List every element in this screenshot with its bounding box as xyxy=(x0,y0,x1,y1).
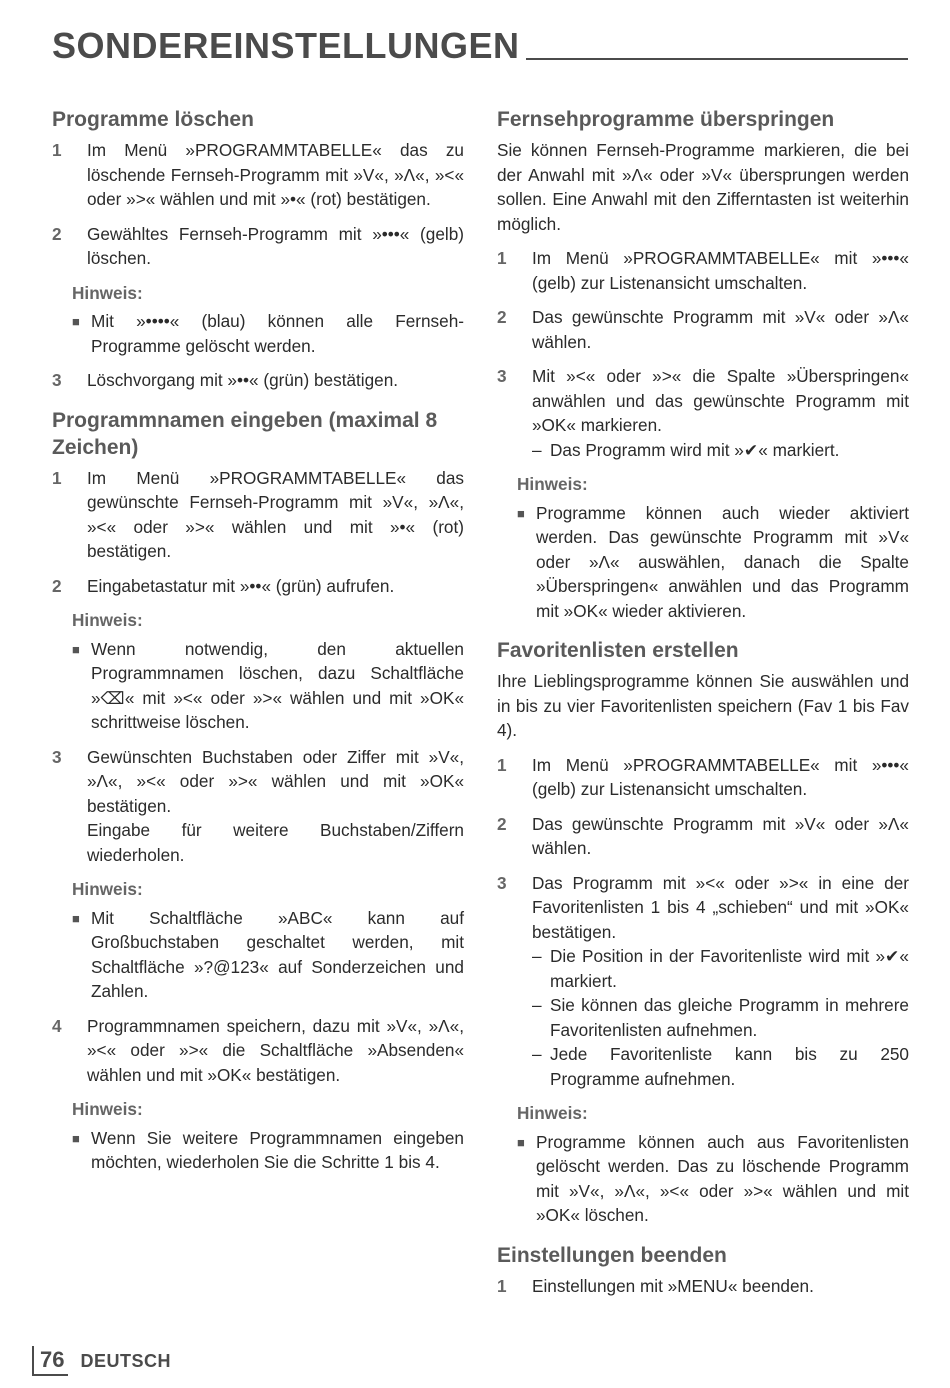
step-number: 4 xyxy=(52,1015,62,1036)
note-text: Programme können auch wieder aktiviert werden. Das gewünschte Programm mit »V« oder »Λ« auswählen, danach die Spalte »Überspringen« anwählen und das Programm mit »OK« wieder aktivieren. xyxy=(536,502,909,621)
step xyxy=(497,753,909,802)
step-text: Gewünschten Buchstaben oder Ziffer mit »V«, »Λ«, »<« oder »>« wählen und mit »OK« bestätigen. xyxy=(87,746,464,816)
dash-item xyxy=(532,993,909,1042)
step-text: Mit »<« oder »>« die Spalte »Überspringen« anwählen und das gewünschte Programm mit »OK« markieren. xyxy=(532,366,909,435)
section-favoritenlisten-erstellen xyxy=(497,637,909,1228)
step-text: Im Menü »PROGRAMMTABELLE« das gewünschte Fernseh-Programm mit »V«, »Λ«, »<« oder »>« wählen und mit »•« (rot) bestätigen. xyxy=(87,467,464,561)
step-number: 3 xyxy=(497,872,507,893)
dash-text: Sie können das gleiche Programm in mehrere Favoritenlisten aufnehmen. xyxy=(550,995,909,1040)
note-text: Wenn Sie weitere Programmnamen eingeben möchten, wiederholen Sie die Schritte 1 bis 4. xyxy=(91,1127,464,1172)
note-heading: Hinweis: xyxy=(72,1099,143,1119)
page-header xyxy=(52,22,908,66)
left-column xyxy=(52,106,464,1189)
section-intro: Ihre Lieblingsprogramme können Sie auswählen und in bis zu vier Favoritenlisten speichern (Fav 1 bis Fav 4). xyxy=(497,671,909,740)
section-title: Programmnamen eingeben (maximal 8 Zeichen) xyxy=(52,408,438,459)
note xyxy=(72,309,464,358)
note xyxy=(72,906,464,1004)
note xyxy=(72,1126,464,1175)
step-text-group xyxy=(532,871,909,1092)
step xyxy=(52,745,464,868)
step xyxy=(497,812,909,861)
step-text: Programmnamen speichern, dazu mit »V«, »Λ«, »<« oder »>« die Schaltfläche »Absenden« wählen und mit »OK« bestätigen. xyxy=(87,1015,464,1085)
section-programme-loeschen xyxy=(52,106,464,393)
step xyxy=(497,871,909,1092)
step-text: Das gewünschte Programm mit »V« oder »Λ« wählen. xyxy=(532,307,909,352)
square-bullet-icon: ■ xyxy=(517,505,525,521)
note-heading: Hinweis: xyxy=(72,610,143,630)
dash-item xyxy=(532,944,909,993)
section-fernsehprogramme-ueberspringen xyxy=(497,106,909,623)
section-title: Programme löschen xyxy=(52,108,254,131)
section-programmnamen-eingeben xyxy=(52,407,464,1175)
note xyxy=(517,1130,909,1228)
step-text-continued: Eingabe für weitere Buchstaben/Ziffern wiederholen. xyxy=(87,820,464,865)
section-title: Einstellungen beenden xyxy=(497,1243,727,1267)
note-text: Mit »••••« (blau) können alle Fernseh-Programme gelöscht werden. xyxy=(91,311,464,356)
section-intro: Sie können Fernseh-Programme markieren, die bei der Anwahl mit »Λ« oder »V« übersprungen werden sollen. Eine Anwahl mit den Zifferntasten ist weiterhin möglich. xyxy=(497,140,909,234)
step-number: 3 xyxy=(52,746,62,767)
note xyxy=(72,637,464,735)
page-number: 76 xyxy=(32,1346,68,1376)
dash-item xyxy=(532,1042,909,1091)
square-bullet-icon: ■ xyxy=(72,910,80,926)
step-number: 1 xyxy=(52,467,62,488)
dash-item xyxy=(532,438,909,463)
step-text: Löschvorgang mit »••« (grün) bestätigen. xyxy=(87,370,399,390)
note-heading: Hinweis: xyxy=(72,879,143,899)
step-text: Das Programm mit »<« oder »>« in eine der Favoritenlisten 1 bis 4 „schieben“ und mit »OK« bestätigen. xyxy=(532,872,909,942)
step-text: Im Menü »PROGRAMMTABELLE« mit »•••« (gelb) zur Listenansicht umschalten. xyxy=(532,754,909,799)
note-text: Wenn notwendig, den aktuellen Programmnamen löschen, dazu Schaltfläche »⌫« mit »<« oder »>« wählen und mit »OK« schrittweise löschen. xyxy=(91,638,464,732)
step xyxy=(52,1014,464,1088)
step xyxy=(52,574,464,599)
step xyxy=(52,368,464,393)
step-text: Im Menü »PROGRAMMTABELLE« mit »•••« (gelb) zur Listenansicht umschalten. xyxy=(532,248,909,293)
square-bullet-icon: ■ xyxy=(72,641,80,657)
footer-language: DEUTSCH xyxy=(80,1350,171,1371)
header-rule xyxy=(526,58,908,60)
dash-text: Jede Favoritenliste kann bis zu 250 Programme aufnehmen. xyxy=(550,1044,909,1089)
step xyxy=(52,138,464,212)
note-text: Programme können auch aus Favoritenlisten gelöscht werden. Das zu löschende Programm mit »V«, »Λ«, »<« oder »>« wählen und mit »OK« löschen. xyxy=(536,1131,909,1225)
step-text: Im Menü »PROGRAMMTABELLE« das zu löschende Fernseh-Programm mit »V«, »Λ«, »<« oder »>« wählen und mit »•« (rot) bestätigen. xyxy=(87,140,464,209)
step xyxy=(52,466,464,564)
step-text: Gewähltes Fernseh-Programm mit »•••« (gelb) löschen. xyxy=(87,223,464,268)
dash-bullet-icon: – xyxy=(532,1044,542,1064)
step-number: 1 xyxy=(497,1275,507,1296)
step-number: 3 xyxy=(497,366,507,386)
note-text: Mit Schaltfläche »ABC« kann auf Großbuchstaben geschaltet werden, mit Schaltfläche »?@123« auf Sonderzeichen und Zahlen. xyxy=(91,907,464,1001)
dash-bullet-icon: – xyxy=(532,439,542,460)
step-text: Eingabetastatur mit »••« (grün) aufrufen. xyxy=(87,575,395,596)
square-bullet-icon: ■ xyxy=(72,314,80,329)
section-title: Fernsehprogramme überspringen xyxy=(497,108,835,131)
step-number: 1 xyxy=(52,140,62,160)
step-number: 2 xyxy=(52,575,62,596)
note xyxy=(517,501,909,624)
dash-text: Die Position in der Favoritenliste wird mit »✔« markiert. xyxy=(550,946,909,991)
step-number: 2 xyxy=(497,813,507,834)
step-number: 1 xyxy=(497,754,507,775)
note-heading: Hinweis: xyxy=(517,474,588,494)
dash-text: Das Programm wird mit »✔« markiert. xyxy=(550,439,840,460)
step-number: 2 xyxy=(52,223,62,244)
step xyxy=(497,246,909,295)
step xyxy=(52,222,464,271)
step xyxy=(497,364,909,462)
page-footer xyxy=(32,1344,171,1378)
step-number: 1 xyxy=(497,248,507,268)
note-heading: Hinweis: xyxy=(517,1103,588,1123)
step-number: 3 xyxy=(52,370,62,390)
step-text: Das gewünschte Programm mit »V« oder »Λ« wählen. xyxy=(532,813,909,858)
step xyxy=(497,305,909,354)
section-title: Favoritenlisten erstellen xyxy=(497,639,739,662)
page-title: SONDEREINSTELLUNGEN xyxy=(52,25,520,66)
square-bullet-icon: ■ xyxy=(72,1130,80,1146)
note-heading: Hinweis: xyxy=(72,282,143,303)
square-bullet-icon: ■ xyxy=(517,1134,525,1150)
step-text: Einstellungen mit »MENU« beenden. xyxy=(532,1275,814,1296)
dash-bullet-icon: – xyxy=(532,946,542,966)
right-column xyxy=(497,106,909,1312)
step-text-group xyxy=(87,745,464,868)
step-text-group xyxy=(532,364,909,462)
step-number: 2 xyxy=(497,307,507,327)
dash-bullet-icon: – xyxy=(532,995,542,1015)
section-einstellungen-beenden xyxy=(497,1242,909,1299)
step xyxy=(497,1274,909,1299)
